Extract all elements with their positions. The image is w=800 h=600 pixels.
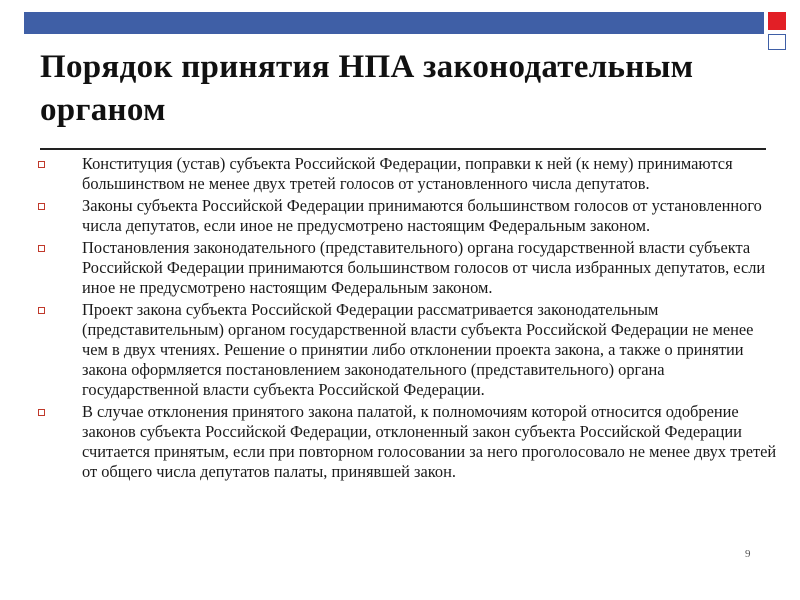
slide-title: Порядок принятия НПА законодательным органом <box>40 49 694 128</box>
square-bullet-icon <box>38 161 45 168</box>
corner-accent-red <box>768 12 786 30</box>
bullet-item <box>38 300 778 400</box>
bullet-list <box>38 154 778 484</box>
bullet-item <box>38 154 778 194</box>
bullet-item <box>38 196 778 236</box>
bullet-text: Постановления законодательного (представительного) органа государственной власти субъекта Российской Федерации принимаются большинством голосов от числа избранных депутатов, если иное не предусмотрено настоящим Федеральным законом. <box>82 238 766 297</box>
header-bar <box>24 12 764 34</box>
corner-accent-blue <box>768 34 786 50</box>
bullet-text: Законы субъекта Российской Федерации принимаются большинством голосов от установленного числа депутатов, если иное не предусмотрено настоящим Федеральным законом. <box>82 196 762 235</box>
title-divider <box>40 148 766 150</box>
page-number: 9 <box>745 548 751 560</box>
bullet-text: Конституция (устав) субъекта Российской Федерации, поправки к ней (к нему) принимаются большинством не менее двух третей голосов от установленного числа депутатов. <box>82 154 733 193</box>
square-bullet-icon <box>38 245 45 252</box>
square-bullet-icon <box>38 409 45 416</box>
bullet-text: В случае отклонения принятого закона палатой, к полномочиям которой относится одобрение законов субъекта Российской Федерации, отклоненный закон субъекта Российской Федерации считается принятым, если при повторном голосовании за него проголосовало не менее двух третей от общего числа депутатов палаты, принявшей закон. <box>82 402 777 481</box>
bullet-item <box>38 402 778 482</box>
square-bullet-icon <box>38 203 45 210</box>
bullet-item <box>38 238 778 298</box>
bullet-text: Проект закона субъекта Российской Федерации рассматривается законодательным (представительным) органом государственной власти субъекта Российской Федерации не менее чем в двух чтениях. Решение о принятии либо отклонении проекта закона, а также о принятии закона оформляется постановлением законодательного (представительного) органа государственной власти субъекта Российской Федерации. <box>82 300 754 399</box>
square-bullet-icon <box>38 307 45 314</box>
